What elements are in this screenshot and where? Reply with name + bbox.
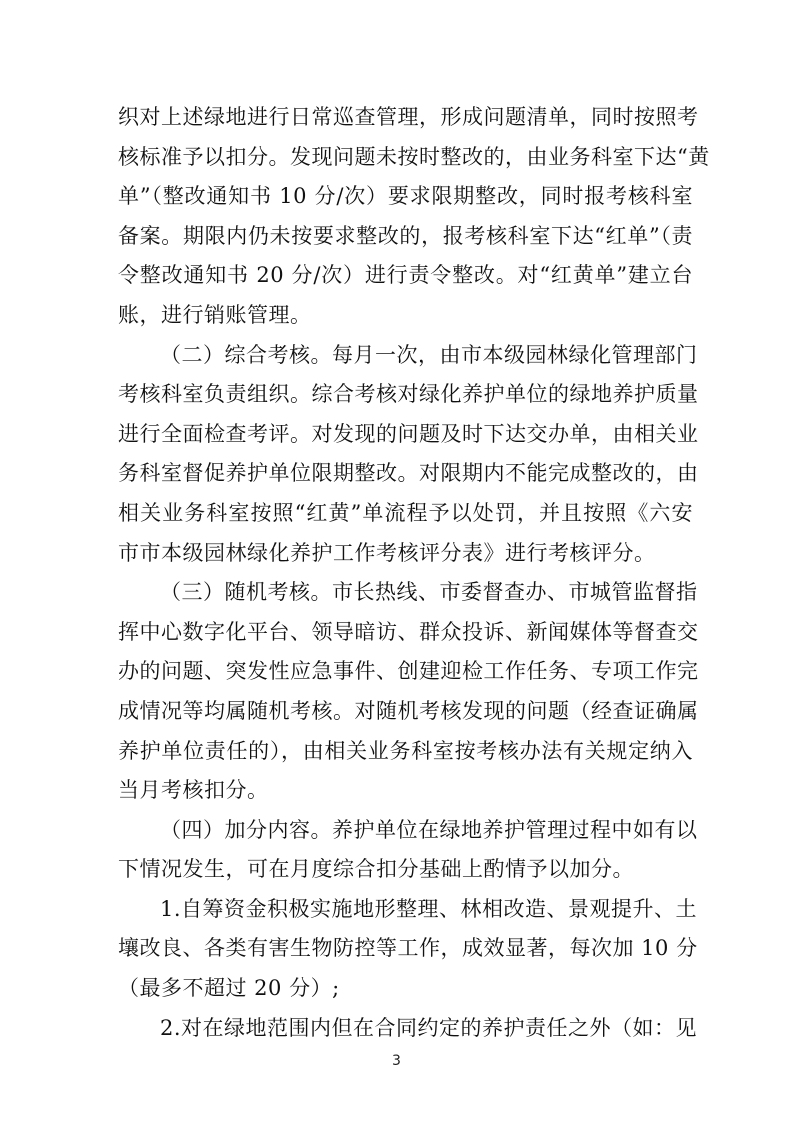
text-line: 养护单位责任的），由相关业务科室按考核办法有关规定纳入	[118, 738, 693, 763]
text-line: 当月考核扣分。	[118, 778, 269, 803]
section-heading-line: （二）综合考核。每月一次，由市本级园林绿化管理部门	[160, 342, 698, 367]
text-line: 市市本级园林绿化养护工作考核评分表》进行考核评分。	[118, 540, 656, 565]
text-line: 备案。期限内仍未按要求整改的，报考核科室下达“红单”（责	[118, 223, 693, 248]
text-line: 办的问题、突发性应急事件、创建迎检工作任务、专项工作完	[118, 659, 699, 684]
text-line: 令整改通知书 20 分/次）进行责令整改。对“红黄单”建立台	[118, 263, 693, 288]
numbered-item-line: 1.自筹资金积极实施地形整理、林相改造、景观提升、土	[160, 896, 698, 921]
section-heading-line: （三）随机考核。市长热线、市委督查办、市城管监督指	[160, 580, 698, 605]
text-line: 务科室督促养护单位限期整改。对限期内不能完成整改的，由	[118, 461, 699, 486]
section-heading-line: （四）加分内容。养护单位在绿地养护管理过程中如有以	[160, 817, 698, 842]
body-text	[118, 98, 710, 1048]
text-line: 挥中心数字化平台、领导暗访、群众投诉、新闻媒体等督查交	[118, 619, 699, 644]
page-number: 3	[392, 1053, 401, 1069]
text-line: 壤改良、各类有害生物防控等工作，成效显著，每次加 10 分	[118, 936, 698, 961]
text-line: 单”（整改通知书 10 分/次）要求限期整改，同时报考核科室	[118, 184, 693, 209]
text-line: 下情况发生，可在月度综合扣分基础上酌情予以加分。	[118, 857, 634, 882]
numbered-item-line: 2.对在绿地范围内但在合同约定的养护责任之外（如：见	[160, 1015, 698, 1040]
text-line: 相关业务科室按照“红黄”单流程予以处罚，并且按照《六安	[118, 500, 693, 525]
text-line: 成情况等均属随机考核。对随机考核发现的问题（经查证确属	[118, 698, 699, 723]
text-line: （最多不超过 20 分）;	[118, 976, 340, 1001]
text-line: 考核科室负责组织。综合考核对绿化养护单位的绿地养护质量	[118, 382, 699, 407]
text-line: 进行全面检查考评。对发现的问题及时下达交办单，由相关业	[118, 421, 699, 446]
text-line: 账，进行销账管理。	[118, 302, 312, 327]
text-line: 织对上述绿地进行日常巡查管理，形成问题清单，同时按照考	[118, 105, 699, 129]
text-line: 核标准予以扣分。发现问题未按时整改的，由业务科室下达“黄	[118, 144, 710, 169]
